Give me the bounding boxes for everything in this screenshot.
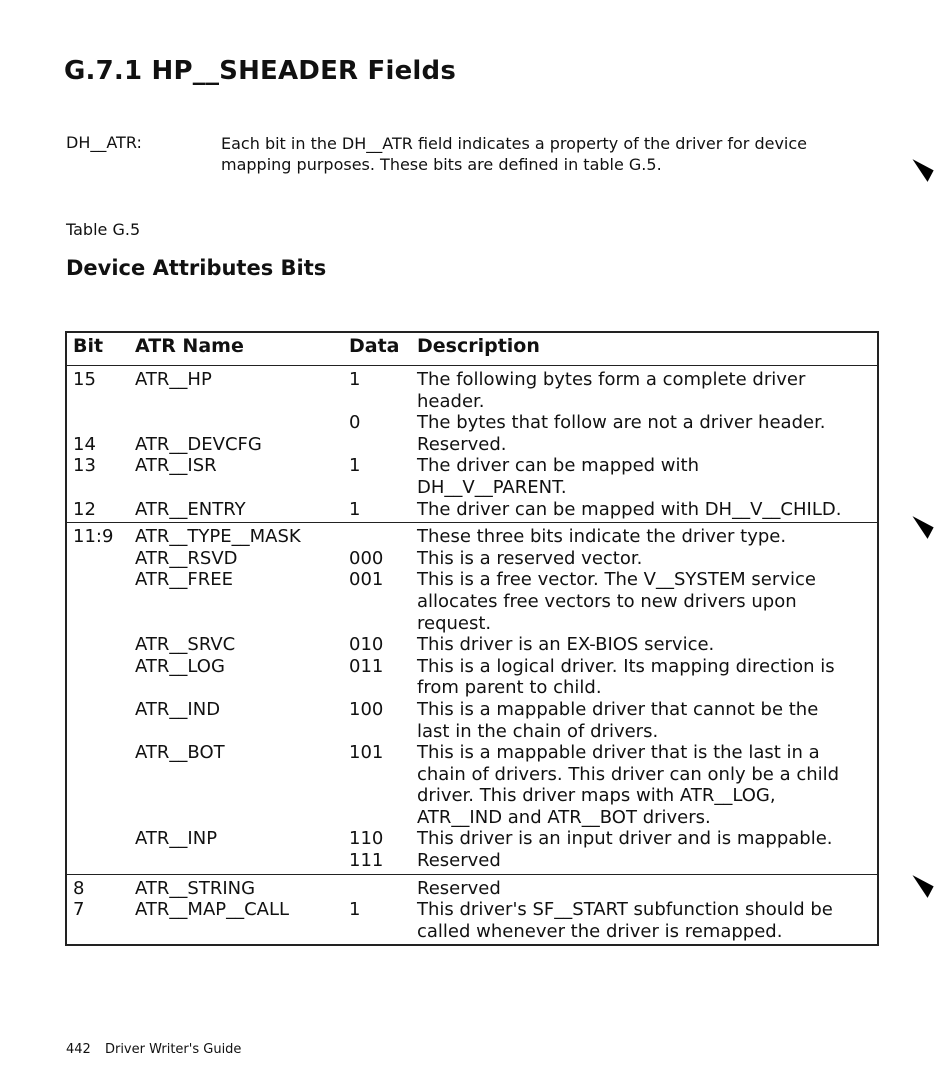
bit-cell bbox=[67, 412, 135, 434]
table-row bbox=[67, 526, 877, 548]
data-cell bbox=[349, 434, 417, 456]
field-label: DH__ATR: bbox=[66, 133, 142, 152]
table-row bbox=[67, 634, 877, 656]
description-cell: Reserved bbox=[417, 877, 501, 899]
data-cell bbox=[349, 526, 417, 548]
table-row bbox=[67, 828, 877, 850]
atr-name-cell: ATR__SRVC bbox=[135, 634, 236, 656]
table-body bbox=[67, 366, 877, 944]
atr-name-cell: ATR__LOG bbox=[135, 655, 225, 677]
bit-cell bbox=[67, 850, 135, 872]
atr-name-cell: ATR__HP bbox=[135, 369, 212, 390]
atr-name-cell: ATR__ENTRY bbox=[135, 498, 246, 520]
data-cell: 110 bbox=[349, 828, 384, 850]
description-cell: The driver can be mapped with DH__V__CHILD. bbox=[417, 498, 842, 520]
data-cell: 001 bbox=[349, 569, 384, 591]
description-cell: This driver is an input driver and is mappable. bbox=[417, 828, 833, 850]
bit-cell bbox=[67, 634, 135, 656]
data-cell: 0 bbox=[349, 412, 361, 434]
bit-cell bbox=[67, 548, 135, 570]
page-number: 442 bbox=[66, 1042, 91, 1057]
table-caption: Table G.5 bbox=[66, 220, 141, 239]
table-row bbox=[67, 434, 877, 456]
data-cell: 100 bbox=[349, 698, 384, 720]
bit-cell: 13 bbox=[73, 455, 96, 477]
bit-cell bbox=[67, 699, 135, 742]
description-cell: This is a reserved vector. bbox=[417, 547, 643, 569]
data-cell: 1 bbox=[349, 455, 361, 477]
bit-cell bbox=[67, 742, 135, 828]
atr-name-cell: ATR__INP bbox=[135, 828, 218, 850]
header-description: Description bbox=[417, 335, 540, 357]
description-cell: This is a free vector. The V__SYSTEM service allocates free vectors to new drivers upon request. bbox=[417, 569, 816, 634]
bit-cell: 11:9 bbox=[73, 526, 114, 548]
atr-name-cell bbox=[135, 850, 349, 872]
data-cell: 1 bbox=[349, 369, 361, 390]
atr-name-cell: ATR__BOT bbox=[135, 742, 225, 764]
table-row bbox=[67, 878, 877, 900]
table-row-group bbox=[67, 523, 877, 875]
atr-name-cell: ATR__MAP__CALL bbox=[135, 899, 290, 921]
description-cell: This is a logical driver. Its mapping direction is from parent to child. bbox=[417, 655, 835, 699]
atr-name-cell: ATR__IND bbox=[135, 698, 221, 720]
bit-cell: 8 bbox=[73, 877, 85, 899]
atr-name-cell: ATR__ISR bbox=[135, 455, 217, 477]
table-row bbox=[67, 656, 877, 699]
table-row bbox=[67, 569, 877, 634]
table-row-group bbox=[67, 875, 877, 945]
atr-name-cell bbox=[135, 412, 349, 434]
data-cell: 111 bbox=[349, 850, 384, 872]
description-cell: Reserved bbox=[417, 850, 501, 872]
atr-name-cell: ATR__STRING bbox=[135, 877, 256, 899]
atr-name-cell: ATR__FREE bbox=[135, 569, 234, 591]
book-title: Driver Writer's Guide bbox=[104, 1042, 242, 1057]
data-cell: 1 bbox=[349, 899, 361, 921]
bit-cell: 7 bbox=[73, 899, 85, 921]
description-cell: This driver is an EX-BIOS service. bbox=[417, 634, 715, 656]
atr-name-cell: ATR__RSVD bbox=[135, 547, 238, 569]
description-cell: The bytes that follow are not a driver header. bbox=[417, 412, 826, 434]
data-cell: 101 bbox=[349, 742, 384, 764]
data-cell: 1 bbox=[349, 498, 361, 520]
table-row bbox=[67, 850, 877, 872]
header-data: Data bbox=[349, 335, 400, 357]
description-cell: The following bytes form a complete driver header. bbox=[417, 369, 806, 412]
description-cell: This driver's SF__START subfunction should be called whenever the driver is remapped. bbox=[417, 899, 833, 942]
field-description: Each bit in the DH__ATR field indicates a property of the driver for device mapping purposes. These bits are defined in table G.5. bbox=[221, 134, 807, 174]
description-cell: This is a mappable driver that cannot be the last in the chain of drivers. bbox=[417, 698, 819, 742]
data-cell: 000 bbox=[349, 547, 384, 569]
table-row-group bbox=[67, 366, 877, 523]
table-row bbox=[67, 499, 877, 521]
binder-mark bbox=[906, 159, 933, 182]
data-cell: 011 bbox=[349, 655, 384, 677]
section-title: G.7.1 HP__SHEADER Fields bbox=[64, 56, 457, 86]
table-header-row bbox=[67, 333, 877, 366]
attributes-table bbox=[65, 331, 879, 946]
table-row bbox=[67, 455, 877, 498]
table-heading: Device Attributes Bits bbox=[66, 256, 327, 280]
table-row bbox=[67, 899, 877, 942]
table-row bbox=[67, 412, 877, 434]
bit-cell: 12 bbox=[73, 498, 96, 520]
table-row bbox=[67, 742, 877, 828]
table-row bbox=[67, 548, 877, 570]
bit-cell: 15 bbox=[73, 369, 96, 390]
bit-cell bbox=[67, 656, 135, 699]
bit-cell bbox=[67, 828, 135, 850]
description-cell: The driver can be mapped with DH__V__PARENT. bbox=[417, 455, 699, 498]
header-bit: Bit bbox=[73, 335, 104, 357]
binder-mark bbox=[906, 516, 933, 539]
data-cell: 010 bbox=[349, 634, 384, 656]
table-row bbox=[67, 699, 877, 742]
atr-name-cell: ATR__DEVCFG bbox=[135, 433, 262, 455]
data-cell bbox=[349, 878, 417, 900]
bit-cell: 14 bbox=[73, 433, 96, 455]
description-cell: Reserved. bbox=[417, 433, 507, 455]
atr-name-cell: ATR__TYPE__MASK bbox=[135, 526, 301, 548]
binder-mark bbox=[906, 875, 933, 898]
description-cell: This is a mappable driver that is the last in a chain of drivers. This driver can only be a child driver. This driver maps with ATR__LOG, ATR__IND and ATR__BOT drivers. bbox=[417, 742, 840, 828]
bit-cell bbox=[67, 569, 135, 634]
page-footer bbox=[66, 1042, 241, 1057]
description-cell: These three bits indicate the driver type. bbox=[417, 526, 787, 548]
table-row bbox=[67, 369, 877, 412]
header-atr-name: ATR Name bbox=[135, 335, 244, 357]
